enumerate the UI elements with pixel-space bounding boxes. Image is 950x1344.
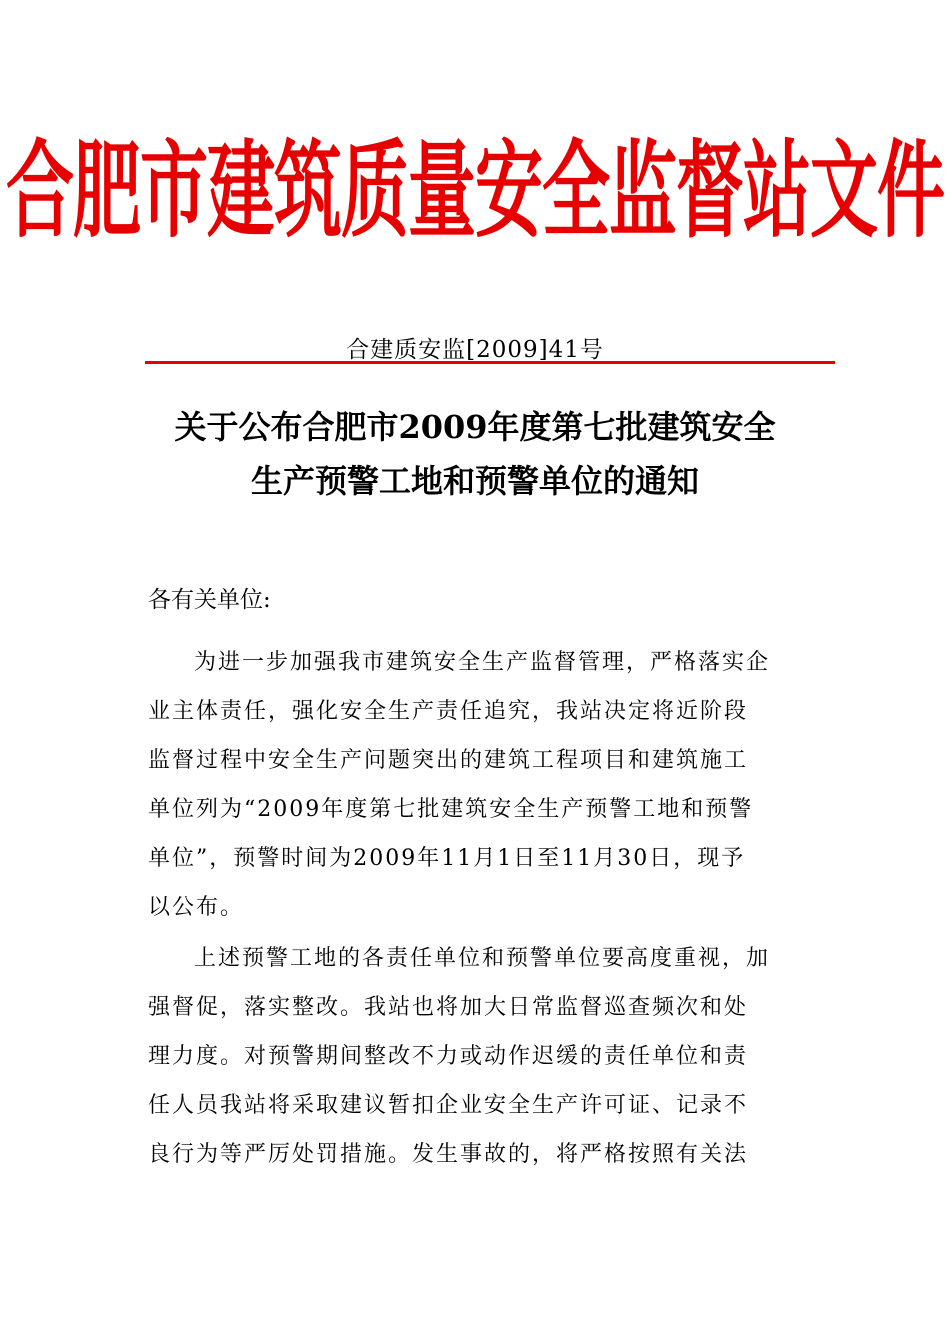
red-divider-line bbox=[145, 361, 835, 364]
document-title-line-1: 关于公布合肥市2009年度第七批建筑安全 bbox=[174, 408, 776, 446]
paragraph-line: 理力度。对预警期间整改不力或动作迟缓的责任单位和责 bbox=[148, 1044, 749, 1069]
paragraph-line: 业主体责任，强化安全生产责任追究，我站决定将近阶段 bbox=[148, 699, 749, 724]
paragraph-2 bbox=[148, 934, 808, 1179]
document-title bbox=[100, 400, 850, 508]
paragraph-line: 单位列为“2009年度第七批建筑安全生产预警工地和预警 bbox=[148, 797, 754, 822]
document-title-line-2: 生产预警工地和预警单位的通知 bbox=[250, 462, 699, 500]
agency-header-title: 合肥市建筑质量安全监督站文件 bbox=[5, 130, 944, 254]
paragraph-line: 为进一步加强我市建筑安全生产监督管理，严格落实企 bbox=[194, 650, 771, 675]
paragraph-1 bbox=[148, 638, 808, 932]
document-number: 合建质安监[2009]41号 bbox=[346, 337, 604, 363]
paragraph-line: 单位”，预警时间为2009年11月1日至11月30日，现予 bbox=[148, 846, 746, 871]
paragraph-line: 强督促，落实整改。我站也将加大日常监督巡查频次和处 bbox=[148, 995, 749, 1020]
paragraph-line: 上述预警工地的各责任单位和预警单位要高度重视，加 bbox=[194, 946, 771, 971]
salutation: 各有关单位: bbox=[148, 587, 271, 613]
paragraph-line: 良行为等严厉处罚措施。发生事故的，将严格按照有关法 bbox=[148, 1142, 749, 1167]
paragraph-line: 以公布。 bbox=[148, 895, 245, 920]
paragraph-line: 任人员我站将采取建议暂扣企业安全生产许可证、记录不 bbox=[148, 1093, 749, 1118]
paragraph-line: 监督过程中安全生产问题突出的建筑工程项目和建筑施工 bbox=[148, 748, 749, 773]
